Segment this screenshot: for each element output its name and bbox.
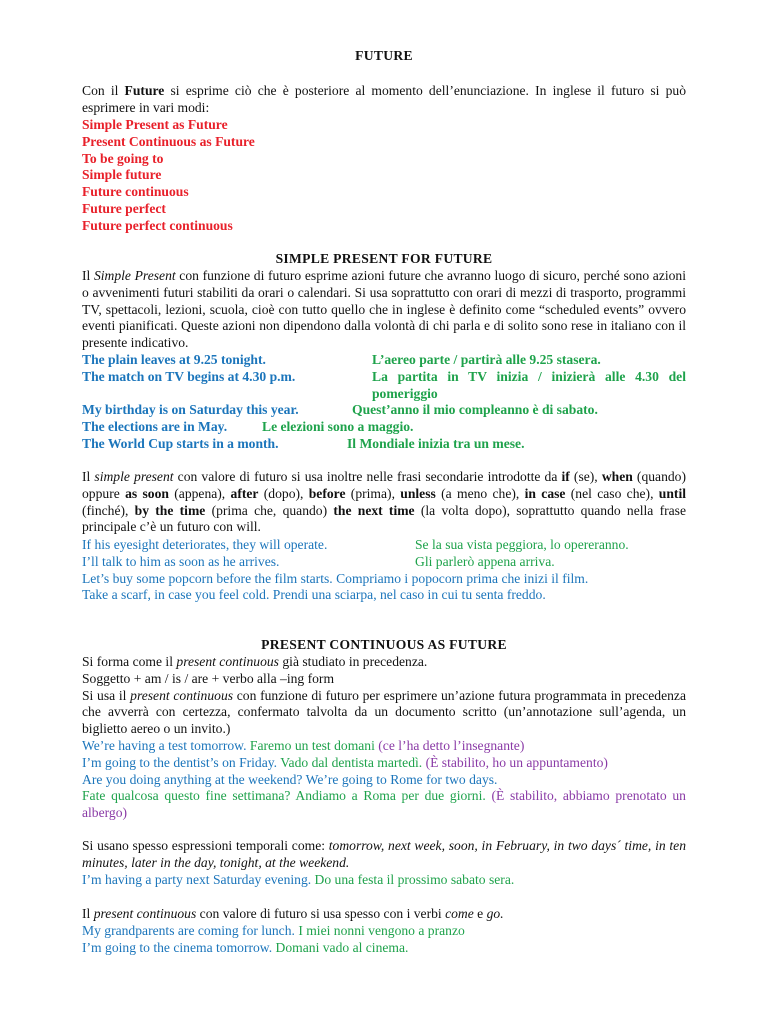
present-continuous-form: Si forma come il present continuous già studiato in precedenza. Soggetto + am / is / are + verbo alla –ing form Si usa il present continuous con funzione di futuro per esprimere un’azione futura programmata in precedenza che avverrà con certezza, confermato talvolta da un documento scritto (un’annotazione sull’agenda, un biglietto aereo o un invito.) <box>82 654 686 737</box>
mode-item: Simple Present as Future <box>82 117 228 132</box>
example-row: The plain leaves at 9.25 tonight. L’aereo parte / partirà alle 9.25 stasera. <box>82 352 601 367</box>
example-row: I’m going to the cinema tomorrow. Domani vado al cinema. <box>82 939 409 955</box>
example-row: I’ll talk to him as soon as he arrives. Gli parlerò appena arriva. <box>82 553 555 569</box>
example-row: My birthday is on Saturday this year. Quest’anno il mio compleanno è di sabato. <box>82 402 598 418</box>
example-row: We’re having a test tomorrow. Faremo un test domani (ce l’ha detto l’insegnante) <box>82 738 525 753</box>
example-row: I’m having a party next Saturday evening. Do una festa il prossimo sabato sera. <box>82 872 515 887</box>
simple-present-examples <box>82 352 686 453</box>
example-row: I’m going to the dentist’s on Friday. Vado dal dentista martedì. (È stabilito, ho un appuntamento) <box>82 754 608 770</box>
example-row: If his eyesight deteriorates, they will operate. Se la sua vista peggiora, lo opereranno. <box>82 537 629 552</box>
example-row: The match on TV begins at 4.30 p.m. La partita in TV inizia / inizierà alle 4.30 del pomeriggio <box>82 368 686 401</box>
mode-item: Future perfect <box>82 200 166 216</box>
intro-paragraph: Con il Future si esprime ciò che è posteriore al momento dell’enunciazione. In inglese il futuro si può esprimere in vari modi: <box>82 83 686 115</box>
example-row: The World Cup starts in a month. Il Mondiale inizia tra un mese. <box>82 435 525 451</box>
mode-item: To be going to <box>82 150 164 166</box>
example-row: Are you doing anything at the weekend? We’re going to Rome for two days. <box>82 771 498 787</box>
example-row: Fate qualcosa questo fine settimana? Andiamo a Roma per due giorni. (È stabilito, abbiamo prenotato un albergo) <box>82 788 686 821</box>
example-row: Let’s buy some popcorn before the film starts. Compriamo i popocorn prima che inizi il film. <box>82 570 589 586</box>
come-go-examples <box>82 923 686 957</box>
mode-item: Simple future <box>82 167 162 183</box>
mode-item: Future perfect continuous <box>82 217 233 233</box>
future-modes-list <box>82 117 686 235</box>
simple-present-paragraph: Il Simple Present con funzione di futuro esprime azioni future che avranno luogo di sicuro, perché sono azioni o avvenimenti futuri stabiliti da orari o calendari. Si usa soprattutto con orari di mezzi di trasporto, programmi TV, spettacoli, lezioni, scuola, cioè con tutto quello che in inglese è definito come “scheduled events” ovvero eventi pianificati. Queste azioni non dipendono dalla volontà di chi parla e di solito sono rese in italiano con il presente indicativo. <box>82 268 686 351</box>
mode-item: Future continuous <box>82 184 189 200</box>
example-row: My grandparents are coming for lunch. I miei nonni vengono a pranzo <box>82 923 465 938</box>
future-term: Future <box>124 83 165 98</box>
mode-item: Present Continuous as Future <box>82 133 255 149</box>
page-title: FUTURE <box>355 48 413 63</box>
section-heading-present-continuous: PRESENT CONTINUOUS AS FUTURE <box>261 637 507 652</box>
section-heading-simple-present: SIMPLE PRESENT FOR FUTURE <box>275 251 493 266</box>
example-row: Take a scarf, in case you feel cold. Prendi una sciarpa, nel caso in cui tu senta freddo. <box>82 587 546 603</box>
example-row: The elections are in May. Le elezioni sono a maggio. <box>82 419 414 435</box>
simple-present-clauses-paragraph: Il simple present con valore di futuro si usa inoltre nelle frasi secondarie introdotte da if (se), when (quando) oppure as soon (appena), after (dopo), before (prima), unless (a meno che), in case (nel caso che), until (finché), by the time (prima che, quando) the next time (la volta dopo), soprattutto quando nella frase principale c’è un futuro con will. <box>82 469 687 535</box>
time-expressions-paragraph: Si usano spesso espressioni temporali come: tomorrow, next week, soon, in February, in two days´ time, in ten minutes, later in the day, tonight, at the weekend. <box>82 838 687 870</box>
present-continuous-examples <box>82 738 686 822</box>
clauses-examples <box>82 537 686 604</box>
come-go-paragraph: Il present continuous con valore di futuro si usa spesso con i verbi come e go. <box>82 906 504 921</box>
